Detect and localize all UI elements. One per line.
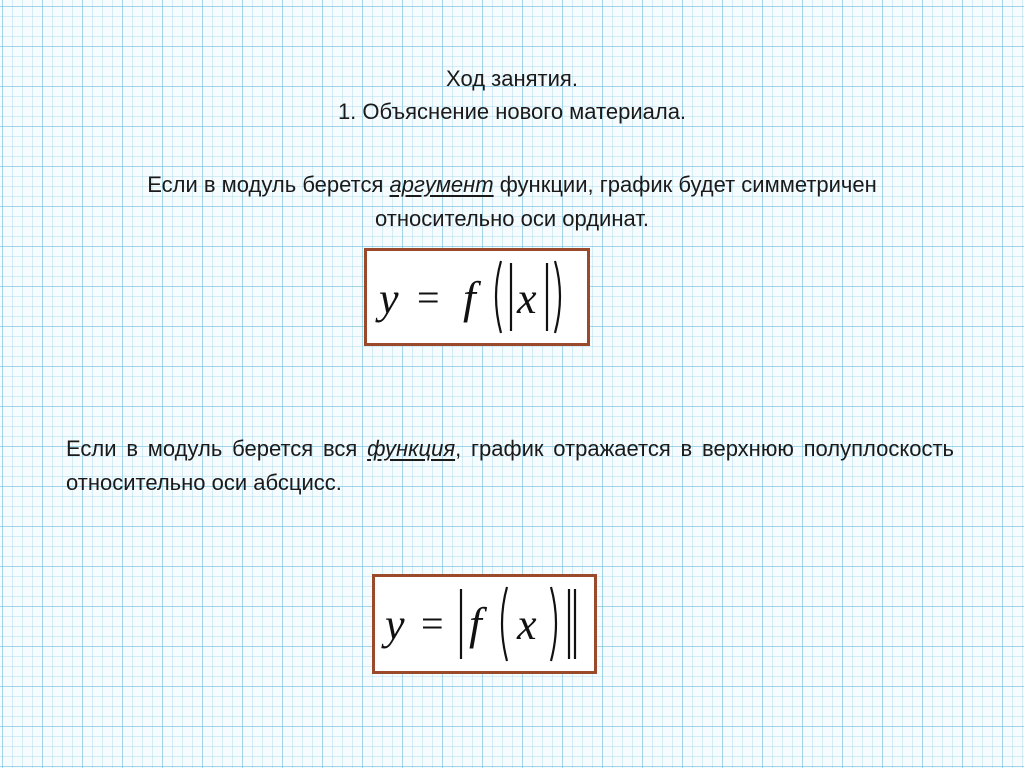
formula-y-equals-f-of-abs-x — [367, 251, 587, 343]
formula-variable-y: y — [379, 274, 399, 323]
lesson-heading: Ход занятия. — [446, 66, 578, 91]
open-parenthesis — [502, 587, 507, 661]
open-parenthesis — [496, 261, 501, 333]
paragraph-text: Если в модуль берется — [147, 172, 390, 197]
paragraph-text: , график отражается в верхнюю полуплоскость относительно оси абсцисс. — [66, 436, 954, 495]
formula-variable-x: x — [517, 274, 537, 323]
emphasized-term-function: функция — [367, 436, 456, 461]
formula-equals-sign: = — [417, 275, 440, 320]
close-parenthesis — [551, 587, 556, 661]
formula-y-equals-abs-f-of-x — [375, 577, 594, 671]
formula-function-f: f — [463, 272, 476, 323]
formula-box-abs-argument — [364, 248, 590, 346]
paragraph-function-in-modulus — [66, 432, 954, 500]
close-parenthesis — [555, 261, 560, 333]
emphasized-term-argument: аргумент — [389, 172, 494, 197]
formula-equals-sign: = — [421, 601, 444, 646]
paragraph-text: функции, график будет симметричен относительно оси ординат. — [374, 172, 877, 231]
paragraph-text: Если в модуль берется вся — [66, 436, 368, 461]
section-heading: 1. Объяснение нового материала. — [337, 99, 687, 124]
formula-variable-x: x — [517, 600, 537, 649]
formula-variable-y: y — [385, 600, 405, 649]
formula-box-abs-function — [372, 574, 597, 674]
formula-function-f: f — [469, 598, 482, 649]
paragraph-argument-in-modulus — [100, 168, 924, 236]
